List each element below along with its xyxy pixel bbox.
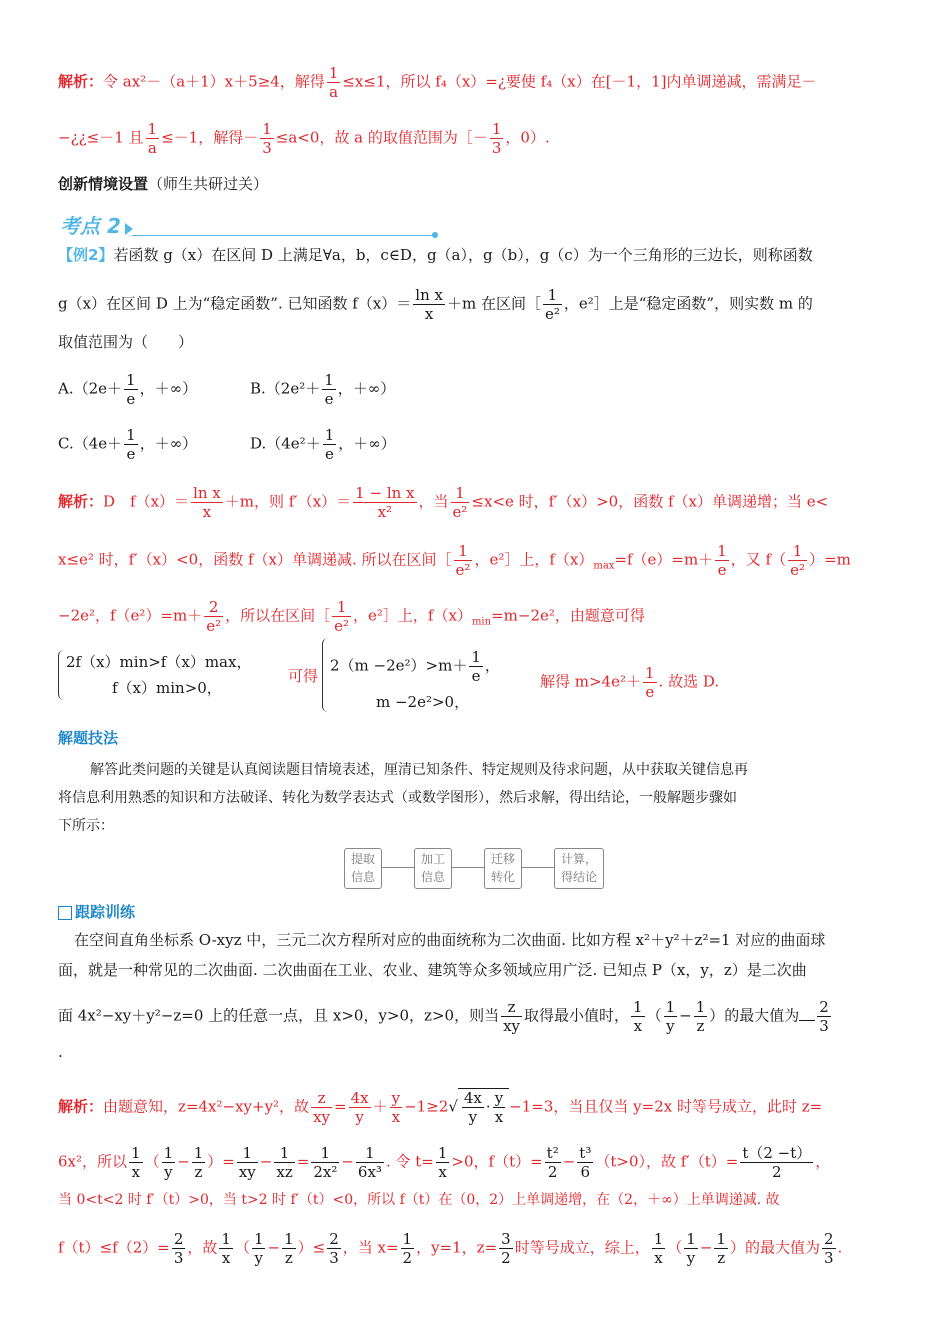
flow-step-transfer: 迁移 转化 <box>484 848 522 889</box>
solution3-line-1: 解析：由题意知，z=4x²−xy+y²，故 $\frac{z}{xy}$ = $\frac{4x}{y}$ ＋ $\frac{y}{x}$ −1≥2√ $\frac{4x}{y}$ · $\frac{y}{x}$ −1=3，当且仅当 y=2x 时等号成立，此时 z= <box>58 1089 823 1126</box>
option-b[interactable]: B.（2e²＋ $\frac{1}{e}$ ，＋∞） <box>250 371 396 408</box>
example-line-3: 取值范围为（ ） <box>58 333 194 351</box>
technique-title: 解题技法 <box>58 729 119 747</box>
example-line-2: g（x）在区间 D 上为“稳定函数”. 已知函数 f（x）＝ $\frac{\text{ln x}}{x}$ ＋m 在区间［ $\frac{1}{\text{e²}}$ ，e²］上是“稳定函数”，则实数 m 的 <box>58 286 813 323</box>
system1-row2: f（x）min>0， <box>112 679 222 697</box>
tracking-p3: 面 4x²−xy＋y²−z=0 上的任意一点，且 x>0，y>0，z>0，则当 $\frac{z}{xy}$ 取得最小值时， $\frac{1}{x}$ （ $\frac{1}{y}$ − $\frac{1}{z}$ ）的最大值为 $\frac{2}{3}$ <box>58 998 829 1035</box>
flow-step-compute: 计算， 得结论 <box>554 848 604 889</box>
tracking-p2: 面，就是一种常见的二次曲面. 二次曲面在工业、农业、建筑等众多领域应用广泛. 已知点 P（x，y，z）是二次曲 <box>58 961 807 979</box>
solution3-line-3: 当 0<t<2 时 f′（t）>0，当 t>2 时 f′（t）<0，所以 f（t）在（0，2）上单调递增，在（2，＋∞）上单调递减. 故 <box>58 1192 780 1208</box>
tracking-p4: . <box>58 1043 63 1061</box>
flow-step-process: 加工 信息 <box>414 848 452 889</box>
tracking-title: 跟踪训练 <box>58 900 890 924</box>
solution2-line-1: 解析：D f（x）＝ $\frac{\text{ln x}}{x}$ ＋m，则 f′（x）＝ $\frac{\text{1 − ln x}}{\text{x²}}$ ，当 $\frac{1}{\text{e²}}$ ≤x<e 时，f′（x）>0，函数 f（x）单调递增；当 e< <box>58 484 829 521</box>
technique-p2: 将信息利用熟悉的知识和方法破译、转化为数学表达式（或数学图形），然后求解，得出结论，一般解题步骤如 <box>58 790 737 806</box>
system1-row1: 2f（x）min>f（x）max， <box>66 653 252 671</box>
checkbox-icon <box>58 906 72 920</box>
kaodian-label: 考点 2 <box>60 214 121 238</box>
tracking-p1: 在空间直角坐标系 O-xyz 中，三元二次方程所对应的曲面统称为二次曲面. 比如方程 x²＋y²＋z²=1 对应的曲面球 <box>74 931 826 949</box>
kaodian-banner <box>60 210 440 238</box>
system-conclusion: 解得 m>4e²＋ $\frac{1}{e}$ . 故选 D. <box>540 664 720 701</box>
solution3-line-4: f（t）≤f（2）= $\frac{2}{3}$ ，故 $\frac{1}{x}$ （ $\frac{1}{y}$ − $\frac{1}{z}$ ）≤ $\frac{2}{3}$ ，当 x= $\frac{1}{2}$ ，y=1，z= $\frac{3}{2}$ 时等号成立，综上， $\frac{1}{x}$ （ $\frac{1}{y}$ − $\frac{1}{z}$ ）的最大值为 $\frac{2}{3}$ . <box>58 1230 843 1267</box>
option-d[interactable]: D.（4e²＋ $\frac{1}{e}$ ，＋∞） <box>250 426 396 463</box>
fraction: $\frac{1}{a}$ <box>328 64 339 101</box>
dot-icon <box>432 232 438 238</box>
example-line-1: 【例2】若函数 g（x）在区间 D 上满足∀a，b，c∈D，g（a），g（b），g（c）为一个三角形的三边长，则称函数 <box>58 246 813 264</box>
flow-diagram <box>344 848 606 888</box>
flow-connector <box>522 867 554 868</box>
divider <box>132 235 434 236</box>
option-a[interactable]: A.（2e＋ $\frac{1}{e}$ ，＋∞） <box>58 371 198 408</box>
top-solution-line-1: 解析：令 ax²－（a＋1）x＋5≥4，解得 $\frac{1}{a}$ ≤x≤1，所以 f₄（x）=¿要使 f₄（x）在[－1，1]内单调递减，需满足－ <box>58 64 817 101</box>
system2-row2: m −2e²>0， <box>376 693 470 711</box>
brace <box>58 650 65 700</box>
system2-row1: 2（m −2e²）>m＋ $\frac{1}{e}$ ， <box>330 648 500 685</box>
flow-step-extract: 提取 信息 <box>344 848 382 889</box>
flow-connector <box>382 867 414 868</box>
brace <box>322 638 329 712</box>
solution-label: 解析： <box>58 72 104 91</box>
solution2-line-3: −2e²，f（e²）=m＋ $\frac{2}{\text{e²}}$ ，所以在区间［ $\frac{1}{\text{e²}}$ ，e²］上，$f(x)_{min}=m-2e^2$，由题意可得 <box>58 598 645 635</box>
example-tag: 【例2】 <box>58 246 114 264</box>
solution3-line-2: 6x²，所以 $\frac{1}{x}$ （ $\frac{1}{y}$ − $\frac{1}{z}$ ）= $\frac{1}{xy}$ − $\frac{1}{xz}$ = $\frac{1}{\text{2x²}}$ − $\frac{1}{\text{6x³}}$ . 令 t= $\frac{1}{x}$ >0，f（t）= $\frac{\text{t²}}{2}$ − $\frac{\text{t³}}{6}$ （t>0），故 f′（t）= $\frac{t(2 -t)}{2}$ ， <box>58 1144 831 1181</box>
flow-connector <box>452 867 484 868</box>
technique-p3: 下所示： <box>58 818 114 834</box>
innovation-heading: 创新情境设置（师生共研过关） <box>58 175 269 193</box>
solution2-line-2: x≤e² 时，f′（x）<0，函数 f（x）单调递减. 所以在区间［ $\frac{1}{\text{e²}}$ ，e²］上，$f(x)_{max}=f(e)=m+$ $\frac{1}{e}$ ，又 f（ $\frac{1}{\text{e²}}$ ）=m <box>58 542 851 579</box>
ke-de: 可得 <box>288 667 319 685</box>
top-solution-line-2: −¿¿≤－1 且 $\frac{1}{a}$ ≤－1，解得－ $\frac{1}{3}$ ≤a<0，故 a 的取值范围为［－ $\frac{1}{3}$ ，0）. <box>58 120 550 157</box>
option-c[interactable]: C.（4e＋ $\frac{1}{e}$ ，＋∞） <box>58 426 198 463</box>
technique-p1: 解答此类问题的关键是认真阅读题目情境表述，厘清已知条件、特定规则及待求问题，从中获取关键信息再 <box>90 762 748 778</box>
arrow-right-icon <box>125 223 133 235</box>
